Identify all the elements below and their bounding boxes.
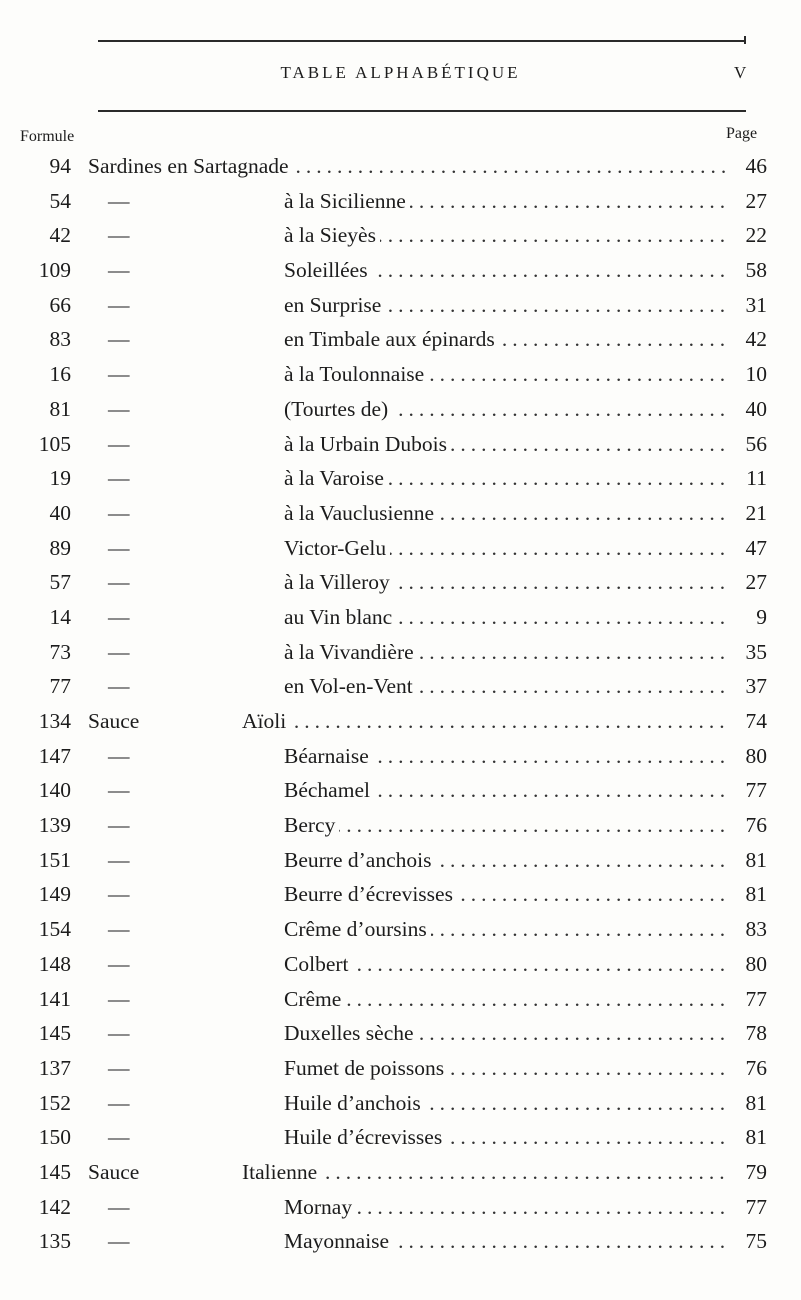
ditto-dash: — [108, 1055, 130, 1080]
page-ref: 40 [745, 396, 767, 421]
ditto-dash: — [108, 570, 130, 595]
dish-cell [284, 635, 725, 670]
ditto-dash: — [108, 847, 130, 872]
ditto-dash: — [108, 188, 130, 213]
ditto-dash: — [108, 1229, 130, 1254]
dish-cell [284, 496, 725, 531]
formule-number: 134 [38, 709, 71, 733]
page-ref: 80 [745, 951, 767, 976]
dish-cell [284, 669, 725, 704]
dish-name: au Vin blanc [284, 605, 396, 629]
dish-name: à la Sicilienne [284, 189, 410, 213]
index-entry [0, 600, 801, 635]
formule-number: 152 [38, 1090, 71, 1115]
index-entry [0, 1016, 801, 1051]
ditto-dash: — [108, 292, 130, 317]
dish-name: Crême d’oursins [284, 917, 431, 941]
index-entry [0, 877, 801, 912]
ditto-dash: — [108, 396, 130, 421]
dish-cell [284, 843, 725, 878]
index-entry [0, 427, 801, 462]
dish-cell [284, 1120, 725, 1155]
dish-cell [242, 1155, 725, 1190]
page-ref: 37 [745, 674, 767, 699]
page-ref: 77 [745, 1194, 767, 1219]
formule-number: 66 [49, 292, 71, 317]
dish-name: Aïoli [242, 709, 290, 733]
dish-cell [284, 288, 725, 323]
index-entry [0, 982, 801, 1017]
dish-cell [284, 947, 725, 982]
formule-number: 109 [38, 258, 71, 283]
dish-name: Bercy [284, 813, 339, 837]
dish-cell [284, 1051, 725, 1086]
dot-leader [242, 704, 725, 739]
index-entry [0, 635, 801, 670]
index-entry [0, 322, 801, 357]
dish-name: à la Varoise [284, 466, 388, 490]
formule-number: 141 [38, 986, 71, 1011]
formule-number: 105 [38, 431, 71, 456]
page-ref: 76 [745, 1055, 767, 1080]
dish-cell [284, 531, 725, 566]
dish-cell [284, 357, 725, 392]
dish-name: Mayonnaise [284, 1229, 393, 1253]
ditto-dash: — [108, 1090, 130, 1115]
ditto-dash: — [108, 951, 130, 976]
formule-number: 77 [49, 674, 71, 699]
index-entry [0, 565, 801, 600]
ditto-dash: — [108, 986, 130, 1011]
formule-number: 42 [49, 223, 71, 248]
dish-cell [284, 461, 725, 496]
formule-number: 81 [49, 396, 71, 421]
index-entry [0, 392, 801, 427]
index-entry [0, 461, 801, 496]
formule-number: 145 [38, 1021, 71, 1046]
formule-number: 147 [38, 743, 71, 768]
dish-cell [284, 565, 725, 600]
dish-name: (Tourtes de) [284, 397, 392, 421]
index-entry [0, 704, 801, 739]
page-ref: 80 [745, 743, 767, 768]
formule-number: 148 [38, 951, 71, 976]
index-entry [0, 808, 801, 843]
ditto-dash: — [108, 882, 130, 907]
page-number: V [734, 63, 747, 82]
formule-number: 142 [38, 1194, 71, 1219]
ditto-dash: — [108, 466, 130, 491]
index-entry [0, 1051, 801, 1086]
index-entry [0, 218, 801, 253]
ditto-dash: — [108, 1125, 130, 1150]
ditto-dash: — [108, 258, 130, 283]
dish-cell [284, 912, 725, 947]
dish-name: en Timbale aux épinards [284, 327, 499, 351]
page-ref: 78 [745, 1021, 767, 1046]
index-list [0, 149, 801, 1259]
dish-cell [284, 1086, 725, 1121]
column-header-page: Page [726, 125, 758, 142]
dot-leader [284, 982, 725, 1017]
dish-cell [284, 773, 725, 808]
page-ref: 46 [745, 154, 767, 178]
formule-number: 137 [38, 1055, 71, 1080]
formule-number: 139 [38, 813, 71, 838]
dish-name: Béchamel [284, 778, 374, 802]
dish-name: Fumet de poissons [284, 1056, 448, 1080]
page-ref: 74 [745, 709, 767, 733]
page-ref: 11 [746, 466, 767, 491]
dish-name: à la Villeroy [284, 570, 394, 594]
dish-cell [284, 322, 725, 357]
dish-cell [284, 1016, 725, 1051]
dish-name: Huile d’anchois [284, 1091, 425, 1115]
formule-number: 140 [38, 778, 71, 803]
ditto-dash: — [108, 535, 130, 560]
formule-number: 14 [49, 604, 71, 629]
dish-name: Mornay [284, 1195, 356, 1219]
dish-name: en Vol-en-Vent [284, 674, 417, 698]
ditto-dash: — [108, 674, 130, 699]
page-ref: 79 [745, 1159, 767, 1184]
dish-name: Victor-Gelu [284, 536, 390, 560]
page-ref: 21 [745, 500, 767, 525]
index-entry [0, 773, 801, 808]
ditto-dash: — [108, 778, 130, 803]
page-title: TABLE ALPHABÉTIQUE [280, 63, 521, 82]
formule-number: 54 [49, 188, 71, 213]
dish-name: à la Vauclusienne [284, 501, 438, 525]
dish-cell [284, 253, 725, 288]
page-ref: 75 [745, 1229, 767, 1254]
formule-number: 135 [38, 1229, 71, 1254]
index-entry [0, 496, 801, 531]
dish-name: Beurre d’écrevisses [284, 882, 457, 906]
page-ref: 42 [745, 327, 767, 352]
dish-name: Duxelles sèche [284, 1021, 418, 1045]
index-entry [0, 947, 801, 982]
page-ref: 47 [745, 535, 767, 560]
dish-cell [284, 808, 725, 843]
formule-number: 19 [49, 466, 71, 491]
page-ref: 81 [745, 882, 767, 907]
index-entry [0, 253, 801, 288]
formule-number: 94 [49, 154, 71, 178]
formule-number: 151 [38, 847, 71, 872]
index-entry [0, 184, 801, 219]
ditto-dash: — [108, 500, 130, 525]
header-rule-bottom [98, 110, 746, 112]
page-ref: 27 [745, 188, 767, 213]
dot-leader [284, 808, 725, 843]
dish-cell [88, 149, 725, 184]
formule-number: 57 [49, 570, 71, 595]
dish-name: Soleillées [284, 258, 372, 282]
dish-name: Colbert [284, 952, 353, 976]
index-entry [0, 1120, 801, 1155]
page-ref: 81 [745, 1125, 767, 1150]
page-ref: 81 [745, 847, 767, 872]
index-entry [0, 739, 801, 774]
formule-number: 149 [38, 882, 71, 907]
ditto-dash: — [108, 604, 130, 629]
category-prefix: Sauce [88, 709, 140, 733]
dish-cell [284, 218, 725, 253]
formule-number: 73 [49, 639, 71, 664]
ditto-dash: — [108, 431, 130, 456]
ditto-dash: — [108, 223, 130, 248]
dish-cell [284, 1224, 725, 1259]
dish-cell [284, 877, 725, 912]
page-ref: 76 [745, 813, 767, 838]
page-ref: 31 [745, 292, 767, 317]
ditto-dash: — [108, 917, 130, 942]
page-ref: 77 [745, 986, 767, 1011]
page-ref: 22 [745, 223, 767, 248]
dish-name: à la Urbain Dubois [284, 432, 451, 456]
dish-name: Sardines en Sartagnade [88, 154, 293, 178]
page-ref: 9 [756, 604, 767, 629]
dish-name: Crême [284, 987, 345, 1011]
column-header-formule: Formule [20, 128, 75, 145]
dish-cell [284, 392, 725, 427]
index-entry [0, 149, 801, 184]
dish-cell [284, 739, 725, 774]
page-ref: 27 [745, 570, 767, 595]
page-ref: 56 [745, 431, 767, 456]
dish-cell [284, 427, 725, 462]
ditto-dash: — [108, 813, 130, 838]
index-entry [0, 357, 801, 392]
ditto-dash: — [108, 1194, 130, 1219]
formule-number: 89 [49, 535, 71, 560]
formule-number: 83 [49, 327, 71, 352]
formule-number: 40 [49, 500, 71, 525]
page-ref: 81 [745, 1090, 767, 1115]
dish-name: à la Sieyès [284, 223, 380, 247]
page-ref: 77 [745, 778, 767, 803]
ditto-dash: — [108, 743, 130, 768]
index-entry [0, 669, 801, 704]
dish-name: à la Vivandière [284, 640, 418, 664]
dish-cell [284, 982, 725, 1017]
dish-name: en Surprise [284, 293, 385, 317]
dish-cell [242, 704, 725, 739]
header-rule-top [98, 40, 746, 42]
index-entry [0, 531, 801, 566]
formule-number: 16 [49, 362, 71, 387]
dish-name: à la Toulonnaise [284, 362, 428, 386]
page-ref: 10 [745, 362, 767, 387]
dish-name: Italienne [242, 1160, 321, 1184]
dish-name: Huile d’écrevisses [284, 1125, 446, 1149]
index-entry [0, 288, 801, 323]
dish-cell [284, 1190, 725, 1225]
dish-name: Beurre d’anchois [284, 848, 435, 872]
page-ref: 35 [745, 639, 767, 664]
formule-number: 150 [38, 1125, 71, 1150]
page-ref: 58 [745, 258, 767, 283]
index-entry [0, 1155, 801, 1190]
index-entry [0, 843, 801, 878]
ditto-dash: — [108, 362, 130, 387]
dish-cell [284, 184, 725, 219]
formule-number: 154 [38, 917, 71, 942]
header-rule-tick [744, 36, 746, 44]
dish-name: Béarnaise [284, 744, 373, 768]
index-entry [0, 1190, 801, 1225]
category-prefix: Sauce [88, 1159, 140, 1184]
index-entry [0, 1086, 801, 1121]
ditto-dash: — [108, 327, 130, 352]
ditto-dash: — [108, 639, 130, 664]
index-entry [0, 912, 801, 947]
dish-cell [284, 600, 725, 635]
formule-number: 145 [38, 1159, 71, 1184]
page-ref: 83 [745, 917, 767, 942]
index-entry [0, 1224, 801, 1259]
ditto-dash: — [108, 1021, 130, 1046]
